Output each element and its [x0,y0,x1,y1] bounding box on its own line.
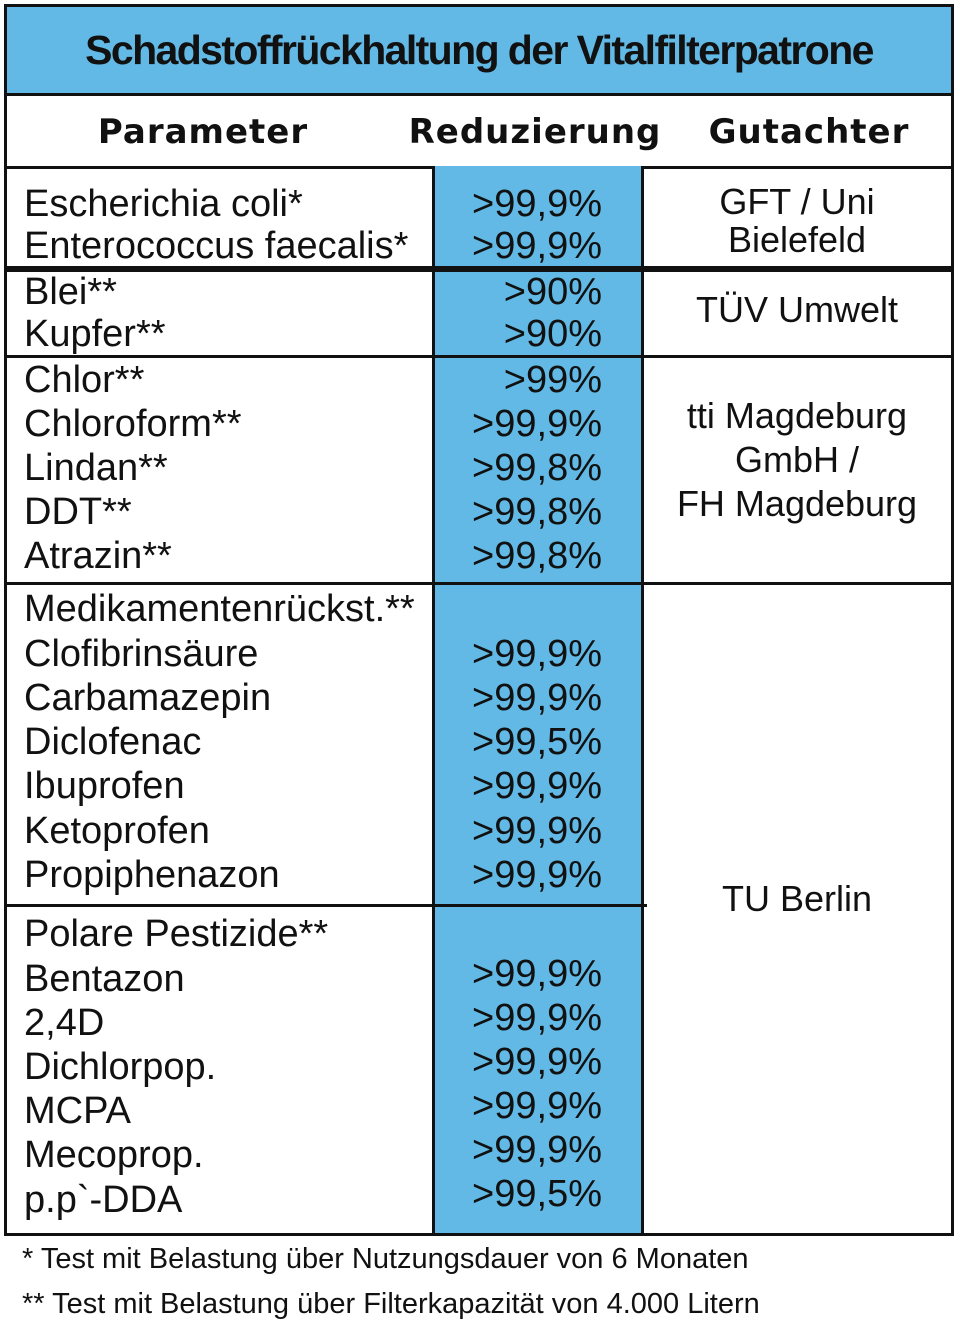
reduction-cell: >99,8% [472,491,602,533]
parameter-cell: Medikamentenrückst.** [24,588,415,630]
parameter-cell: Atrazin** [24,535,172,577]
reduction-cell: >99,9% [472,1129,602,1171]
parameter-cell: Mecoprop. [24,1134,204,1176]
parameter-cell: DDT** [24,491,132,533]
gutachter-line: GmbH / [734,439,859,480]
parameter-cell: Chloroform** [24,403,242,445]
reduction-cell: >99,9% [472,633,602,675]
footnote: * Test mit Belastung über Nutzungsdauer von 6 Monaten [22,1243,749,1275]
parameter-cell: Lindan** [24,447,168,489]
reduction-cell: >99,9% [472,997,602,1039]
reduction-cell: >99,5% [472,721,602,763]
reduction-cell: >99,9% [472,854,602,896]
parameter-cell: Clofibrinsäure [24,633,259,675]
reduction-cell: >99,9% [472,1041,602,1083]
parameter-cell: MCPA [24,1090,131,1132]
parameter-cell: 2,4D [24,1002,105,1044]
reduction-cell: >99,9% [472,810,602,852]
parameter-cell: p.p`-DDA [24,1179,183,1221]
parameter-cell: Bentazon [24,958,185,1000]
header-gutachter: Gutachter [708,112,910,152]
reduction-cell: >99,9% [472,953,602,995]
reduction-cell: >99,9% [472,403,602,445]
parameter-cell: Kupfer** [24,313,166,355]
reduction-cell: >99,8% [472,535,602,577]
table-title: Schadstoffrückhaltung der Vitalfilterpatrone [85,26,873,73]
parameter-cell: Chlor** [24,359,145,401]
reduction-cell: >90% [503,313,602,355]
parameter-cell: Ketoprofen [24,810,210,852]
reduction-cell: >90% [503,271,602,313]
parameter-cell: Diclofenac [24,721,202,763]
parameter-cell: Dichlorpop. [24,1046,217,1088]
parameter-cell: Propiphenazon [24,854,280,896]
header-parameter: Parameter [97,112,309,152]
gutachter-line: TÜV Umwelt [695,289,898,330]
gutachter-cell: TU Berlin [721,878,873,919]
reduction-cell: >99,9% [472,183,602,225]
header-reduzierung: Reduzierung [408,112,662,152]
gutachter-line: GFT / Uni [719,181,875,222]
reduction-cell: >99,9% [472,677,602,719]
parameter-cell: Enterococcus faecalis* [24,225,409,267]
gutachter-line: FH Magdeburg [676,483,918,524]
footnote: ** Test mit Belastung über Filterkapazität von 4.000 Litern [22,1288,760,1320]
table-outer-border [4,4,954,1236]
reduction-cell: >99,5% [472,1173,602,1215]
gutachter-line: tti Magdeburg [686,395,908,436]
parameter-cell: Polare Pestizide** [24,913,329,955]
reduction-cell: >99% [503,359,602,401]
parameter-cell: Escherichia coli* [24,183,303,225]
reduction-cell: >99,9% [472,1085,602,1127]
reduction-cell: >99,9% [472,225,602,267]
parameter-cell: Carbamazepin [24,677,272,719]
reduction-cell: >99,8% [472,447,602,489]
parameter-cell: Blei** [24,271,117,313]
parameter-cell: Ibuprofen [24,765,185,807]
reduction-cell: >99,9% [472,765,602,807]
gutachter-line: Bielefeld [727,219,867,260]
